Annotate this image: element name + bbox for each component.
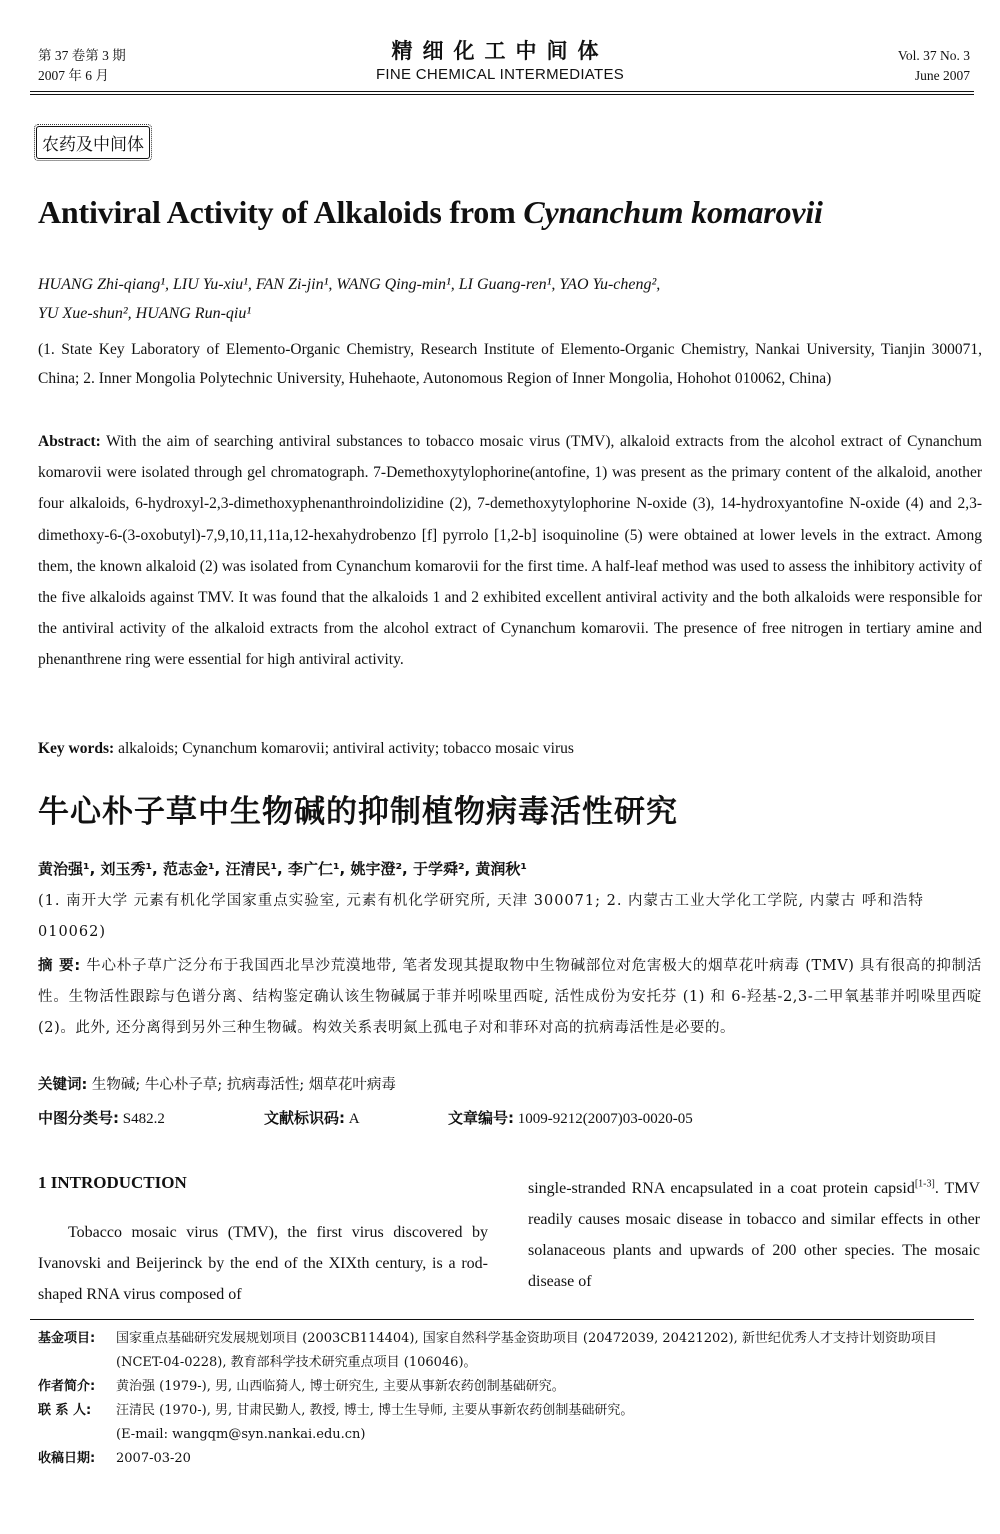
received-date: 2007-03-20 xyxy=(116,1451,191,1466)
header-rule xyxy=(30,91,974,92)
date-en: June 2007 xyxy=(914,68,970,83)
column-tag: 农药及中间体 xyxy=(36,126,150,159)
doc-value: A xyxy=(348,1111,360,1127)
title-en-species: Cynanchum komarovii xyxy=(523,194,823,230)
title-en-prefix: Antiviral Activity of Alkaloids from xyxy=(38,194,524,230)
footnote-author xyxy=(38,1375,982,1399)
contact-label: 联 系 人: xyxy=(38,1403,92,1418)
volume-issue-cn: 第 37 卷第 3 期 xyxy=(38,48,126,63)
affiliation-en: (1. State Key Laboratory of Elemento-Organic Chemistry, Research Institute of Elemento-Organic Chemistry, Nankai University, Tianjin 300071, China; 2. Inner Mongolia Polytechnic University, Huhehaote, Autonomous Region of Inner Mongolia, Hohohot 010062, China) xyxy=(38,341,982,387)
abstract-en-text: With the aim of searching antiviral substances to tobacco mosaic virus (TMV), alkaloid extracts from the alcohol extract of Cynanchum komarovii were isolated through gel chromatograph. 7-Demethoxytylophorine(antofine, 1) was present as the primary content of the alkaloid, another four alkaloids, 6-hydroxyl-2,3-dimethoxyphenanthroindolizidine (2), 7-demethoxytylophorine N-oxide (3), 14-hydroxyantofine N-oxide (4) and 2,3-dimethoxy-6-(3-oxobutyl)-7,9,10,11,11a,12-hexahydrobenzo [f] pyrrolo [1,2-b] isoquinoline (5) were obtained at lower levels in the extract. Among them, the known alkaloid (2) was isolated from Cynanchum komarovii for the first time. A half-leaf method was used to assess the inhibitory activity of the five alkaloids against TMV. It was found that the alkaloids 1 and 2 exhibited excellent antiviral activity and the both alkaloids were responsible for the antiviral activity of the alkaloid extracts from the alcohol extract of Cynanchum komarovii. The presence of free nitrogen in tertiary amine and phenanthrene ring were essential for high antiviral activity. xyxy=(38,433,982,669)
footnote-fund xyxy=(38,1327,982,1375)
clc-number xyxy=(38,1105,165,1132)
keywords-en-text: alkaloids; Cynanchum komarovii; antiviral activity; tobacco mosaic virus xyxy=(118,740,574,757)
contact-text: 汪清民 (1970-), 男, 甘肃民勤人, 教授, 博士, 博士生导师, 主要从事新农药创制基础研究。 xyxy=(116,1403,634,1418)
citation-ref: [1-3] xyxy=(914,1178,935,1190)
author-bio-text: 黄治强 (1979-), 男, 山西临猗人, 博士研究生, 主要从事新农药创制基础研究。 xyxy=(116,1379,565,1394)
footnotes xyxy=(38,1327,982,1471)
header-right xyxy=(898,46,970,86)
date-cn: 2007 年 6 月 xyxy=(38,68,109,83)
authors-en xyxy=(38,270,982,328)
contact-email: (E-mail: wangqm@syn.nankai.edu.cn) xyxy=(116,1427,366,1442)
article-value: 1009-9212(2007)03-0020-05 xyxy=(517,1111,693,1127)
intro-right-text-b: . TMV readily causes mosaic disease in tobacco and similar effects in other solanaceous plants and upwards of 200 other species. The mosaic disease of xyxy=(528,1180,980,1290)
doc-label: 文献标识码: xyxy=(264,1109,345,1127)
article-title-en xyxy=(38,194,823,231)
abstract-en-label: Abstract: xyxy=(38,433,101,450)
affiliation-cn: (1. 南开大学 元素有机化学国家重点实验室, 元素有机化学研究所, 天津 300071; 2. 内蒙古工业大学化工学院, 内蒙古 呼和浩特 010062) xyxy=(38,893,924,940)
clc-label: 中图分类号: xyxy=(38,1109,119,1127)
keywords-cn-label: 关键词: xyxy=(38,1077,88,1093)
fund-text: 国家重点基础研究发展规划项目 (2003CB114404), 国家自然科学基金资助项目 (20472039, 20421202), 新世纪优秀人才支持计划资助项目 (NCET-04-0228), 教育部科学技术研究重点项目 (106046)。 xyxy=(116,1331,937,1370)
authors-cn: 黄治强¹, 刘玉秀¹, 范志金¹, 汪清民¹, 李广仁¹, 姚宇澄², 于学舜², 黄润秋¹ xyxy=(38,860,528,878)
journal-name-en: FINE CHEMICAL INTERMEDIATES xyxy=(375,66,625,83)
body-column-left xyxy=(38,1217,488,1310)
abstract-cn-label: 摘 要: xyxy=(38,958,81,974)
authors-en-line2: YU Xue-shun², HUANG Run-qiu¹ xyxy=(38,305,252,322)
abstract-en xyxy=(38,426,982,676)
keywords-cn xyxy=(38,1072,396,1098)
section-heading-introduction: 1 INTRODUCTION xyxy=(38,1173,187,1192)
keywords-cn-text: 生物碱; 牛心朴子草; 抗病毒活性; 烟草花叶病毒 xyxy=(91,1077,396,1093)
clc-value: S482.2 xyxy=(122,1111,165,1127)
article-label: 文章编号: xyxy=(448,1109,514,1127)
footnote-contact xyxy=(38,1399,982,1447)
journal-masthead xyxy=(300,38,700,86)
header-left xyxy=(38,46,126,86)
footnote-rule xyxy=(30,1319,974,1320)
article-title-cn: 牛心朴子草中生物碱的抑制植物病毒活性研究 xyxy=(38,794,678,830)
abstract-cn-text: 牛心朴子草广泛分布于我国西北旱沙荒漠地带, 笔者发现其提取物中生物碱部位对危害极大的烟草花叶病毒 (TMV) 具有很高的抑制活性。生物活性跟踪与色谱分离、结构鉴定确认该生物碱属于菲并吲哚里西啶, 活性成份为安托芬 (1) 和 6-羟基-2,3-二甲氧基菲并吲哚里西啶 (2)。此外, 还分离得到另外三种生物碱。构效关系表明氮上孤电子对和菲环对高的抗病毒活性是必要的。 xyxy=(38,958,982,1036)
journal-name-cn: 精细化工中间体 xyxy=(391,39,609,63)
intro-left-text: Tobacco mosaic virus (TMV), the first virus discovered by Ivanovski and Beijerinck by the end of the XIXth century, is a rod-shaped RNA virus composed of xyxy=(38,1224,488,1303)
author-bio-label: 作者简介: xyxy=(38,1379,96,1394)
authors-en-line1: HUANG Zhi-qiang¹, LIU Yu-xiu¹, FAN Zi-jin¹, WANG Qing-min¹, LI Guang-ren¹, YAO Yu-cheng², xyxy=(38,276,661,293)
intro-right-text-a: single-stranded RNA encapsulated in a coat protein capsid xyxy=(528,1180,915,1197)
document-code xyxy=(264,1105,360,1132)
fund-label: 基金项目: xyxy=(38,1331,96,1346)
keywords-en-label: Key words: xyxy=(38,740,115,757)
header-rule-thin xyxy=(30,94,974,95)
abstract-cn xyxy=(38,951,982,1044)
article-number xyxy=(448,1105,693,1132)
keywords-en xyxy=(38,735,982,763)
received-label: 收稿日期: xyxy=(38,1451,96,1466)
footnote-received xyxy=(38,1447,982,1471)
volume-issue-en: Vol. 37 No. 3 xyxy=(897,48,970,63)
body-column-right xyxy=(528,1173,980,1297)
